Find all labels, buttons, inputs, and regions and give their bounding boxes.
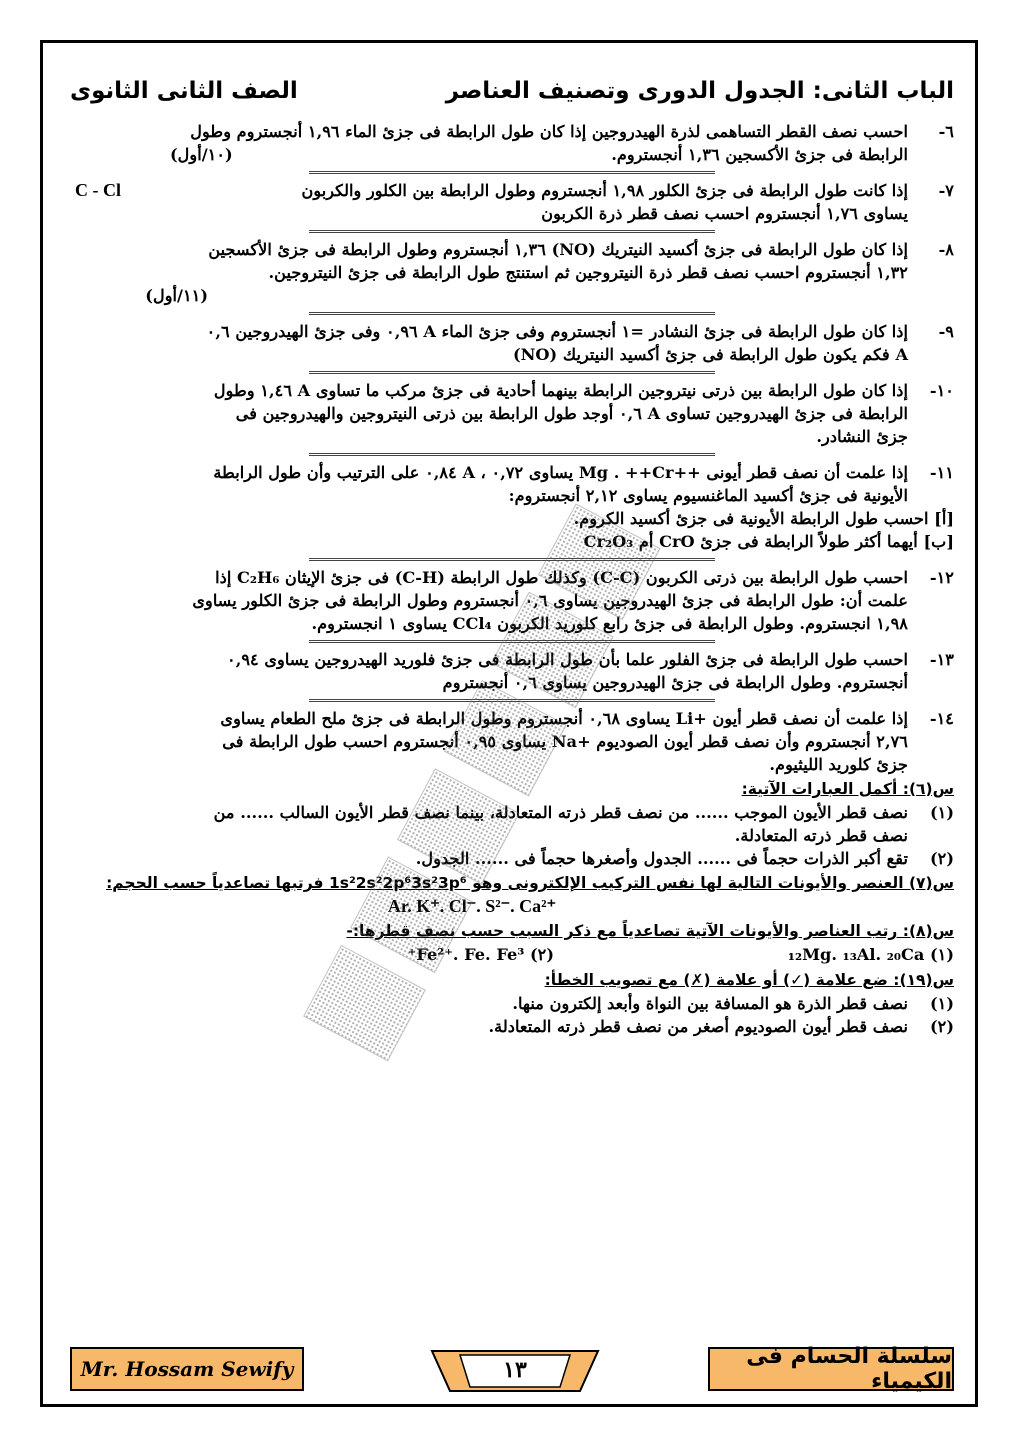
section-19-title: س(١٩): ضع علامة (✓) أو علامة (✗) مع تصويب الخطأ:: [544, 971, 954, 989]
item-text: تقع أكبر الذرات حجماً فى ...... الجدول وأصغرها حجماً فى ...... الجدول.: [415, 849, 908, 868]
page-header: [70, 78, 954, 116]
question-text: الأيونية فى جزئ أكسيد الماغنسيوم يساوى ٢,١٢ أنجستروم:: [508, 486, 908, 505]
section-7-title: س(٧) العنصر والأيونات التالية لها نفس التركيب الإلكترونى وهو 1s²2s²2p⁶3s²3p⁶ فرتبها تصاعدياً حسب الحجم:: [106, 874, 954, 892]
question-text: أنجستروم. وطول الرابطة فى جزئ الهيدروجين يساوى ٠,٦ أنجستروم: [442, 673, 908, 692]
separator: [309, 640, 716, 643]
section-6-item-1: [70, 801, 954, 847]
question-text: ١,٩٨ انجستروم. وطول الرابطة فى جزئ رابع كلوريد الكربون CCl₄ يساوى ١ انجستروم.: [311, 614, 908, 633]
ion-list: Ar. K⁺. Cl⁻. S²⁻. Ca²⁺: [387, 896, 557, 916]
item-text: نصف قطر الذرة هو المسافة بين النواة وأبعد إلكترون منها.: [512, 994, 908, 1013]
question-part-a: [أ] احسب طول الرابطة الأيونية فى جزئ أكسيد الكروم.: [573, 509, 954, 528]
question-11: [70, 461, 954, 507]
question-14: [70, 707, 954, 776]
author-box: Mr. Hossam Sewify: [70, 1347, 304, 1391]
question-text: الرابطة فى جزئ الهيدروجين تساوى A ٠,٦ أوجد طول الرابطة بين ذرتى النيتروجين والهيدروجين فى: [235, 404, 908, 423]
question-7: [70, 179, 954, 225]
question-number: ٧-: [938, 181, 954, 200]
year-tag: (١٠/أول): [170, 145, 233, 164]
item-number: (١): [929, 994, 954, 1013]
section-8-item-1: (١) ₁₂Mg. ₁₃Al. ₂₀Ca: [787, 945, 954, 964]
item-number: (١): [929, 803, 954, 822]
chapter-title: الباب الثانى: الجدول الدورى وتصنيف العناصر: [445, 78, 954, 104]
question-8: [70, 238, 954, 307]
section-19-item-1: [70, 992, 954, 1015]
separator: [309, 171, 716, 174]
question-text: ١,٣٢ أنجستروم احسب نصف قطر ذرة النيتروجين ثم استنتج طول الرابطة فى جزئ النيتروجين.: [268, 263, 908, 282]
question-text: الرابطة فى جزئ الأكسجين ١,٣٦ أنجستروم.: [611, 145, 908, 164]
question-text: إذا علمت أن نصف قطر أيون +Li يساوى ٠,٦٨ أنجستروم وطول الرابطة فى جزئ ملح الطعام يساوى: [220, 709, 908, 728]
series-box: سلسلة الحسام فى الكيمياء: [708, 1347, 954, 1391]
question-number: ١١-: [929, 463, 954, 482]
question-text: إذا كانت طول الرابطة فى جزئ الكلور ١,٩٨ أنجستروم وطول الرابطة بين الكلور والكربون: [301, 181, 908, 200]
separator: [309, 558, 716, 561]
separator: [309, 371, 716, 374]
section-19-item-2: [70, 1015, 954, 1038]
question-number: ٩-: [938, 322, 954, 341]
question-text: A فكم يكون طول الرابطة فى جزئ أكسيد النيتريك (NO): [512, 345, 908, 364]
question-text: إذا كان طول الرابطة بين ذرتى نيتروجين الرابطة بينهما أحادية فى جزئ مركب ما تساوى A ١,٤٦ وطول: [213, 381, 908, 400]
question-text: احسب طول الرابطة بين ذرتى الكربون (C-C) وكذلك طول الرابطة (C-H) فى جزئ الإيثان C₂H₆ إذا: [215, 568, 908, 587]
question-text: إذا كان طول الرابطة فى جزئ أكسيد النيتريك (NO) ١,٣٦ أنجستروم وطول الرابطة فى جزئ الأكسجين: [208, 240, 908, 259]
separator: [309, 453, 716, 456]
separator: [309, 312, 716, 315]
item-text: نصف قطر أيون الصوديوم أصغر من نصف قطر ذرته المتعادلة.: [488, 1017, 908, 1036]
formula: C - Cl: [75, 180, 121, 200]
question-text: جزئ كلوريد الليثيوم.: [769, 755, 908, 774]
item-text: نصف قطر ذرته المتعادلة.: [734, 826, 908, 845]
question-number: ٦-: [938, 122, 954, 141]
question-number: ١٤-: [929, 709, 954, 728]
question-part-b: [ب] أيهما أكثر طولاً الرابطة فى جزئ CrO أم Cr₂O₃: [583, 532, 954, 551]
section-6-item-2: [70, 847, 954, 870]
question-text: علمت أن: طول الرابطة فى جزئ الهيدروجين يساوى ٠,٦ أنجستروم وطول الرابطة فى جزئ الكلور يساوى: [192, 591, 908, 610]
separator: [309, 230, 716, 233]
page-footer: [70, 1344, 954, 1399]
question-number: ٨-: [938, 240, 954, 259]
page-number-badge: [430, 1345, 600, 1395]
question-text: إذا علمت أن نصف قطر أيونى ++Mg . ++Cr يساوى ٠,٧٢ ، A ٠,٨٤ على الترتيب وأن طول الرابطة: [213, 463, 908, 482]
item-number: (٢): [929, 1017, 954, 1036]
question-text: احسب نصف القطر التساهمى لذرة الهيدروجين إذا كان طول الرابطة فى جزئ الماء ١,٩٦ أنجستروم وطول: [190, 122, 908, 141]
question-number: ١٣-: [929, 650, 954, 669]
section-8-items: [70, 943, 954, 967]
separator: [309, 699, 716, 702]
question-text: جزئ النشادر.: [816, 427, 908, 446]
item-text: نصف قطر الأيون الموجب ...... من نصف قطر ذرته المتعادلة، بينما نصف قطر الأيون السالب ...... من: [213, 803, 908, 822]
question-text: يساوى ١,٧٦ أنجستروم احسب نصف قطر ذرة الكربون: [541, 204, 908, 223]
section-6-title: س(٦): أكمل العبارات الآتية:: [741, 780, 954, 798]
question-13: [70, 648, 954, 694]
worksheet-content: [70, 120, 954, 1038]
item-number: (٢): [929, 849, 954, 868]
year-tag: (١١/أول): [145, 286, 208, 305]
question-10: [70, 379, 954, 448]
question-text: ٢,٧٦ أنجستروم وأن نصف قطر أيون الصوديوم +Na يساوى ٠,٩٥ أنجستروم احسب طول الرابطة فى: [222, 732, 908, 751]
question-6: [70, 120, 954, 166]
section-8-item-2: (٢) Fe²⁺. Fe. Fe³⁺: [407, 945, 554, 964]
question-text: إذا كان طول الرابطة فى جزئ النشادر =١ أنجستروم وفى جزئ الماء A ٠,٩٦ وفى جزئ الهيدروجين ٠,٦: [206, 322, 908, 341]
question-number: ١٢-: [929, 568, 954, 587]
question-12: [70, 566, 954, 635]
grade-title: الصف الثانى الثانوى: [70, 78, 298, 104]
question-text: احسب طول الرابطة فى جزئ الفلور علما بأن طول الرابطة فى جزئ فلوريد الهيدروجين يساوى ٠,٩٤: [227, 650, 908, 669]
question-number: ١٠-: [929, 381, 954, 400]
section-8-title: س(٨): رتب العناصر والأيونات الآتية تصاعدياً مع ذكر السبب حسب نصف قطرها:-: [346, 922, 954, 940]
page-number: ١٣: [503, 1357, 527, 1383]
question-9: [70, 320, 954, 366]
